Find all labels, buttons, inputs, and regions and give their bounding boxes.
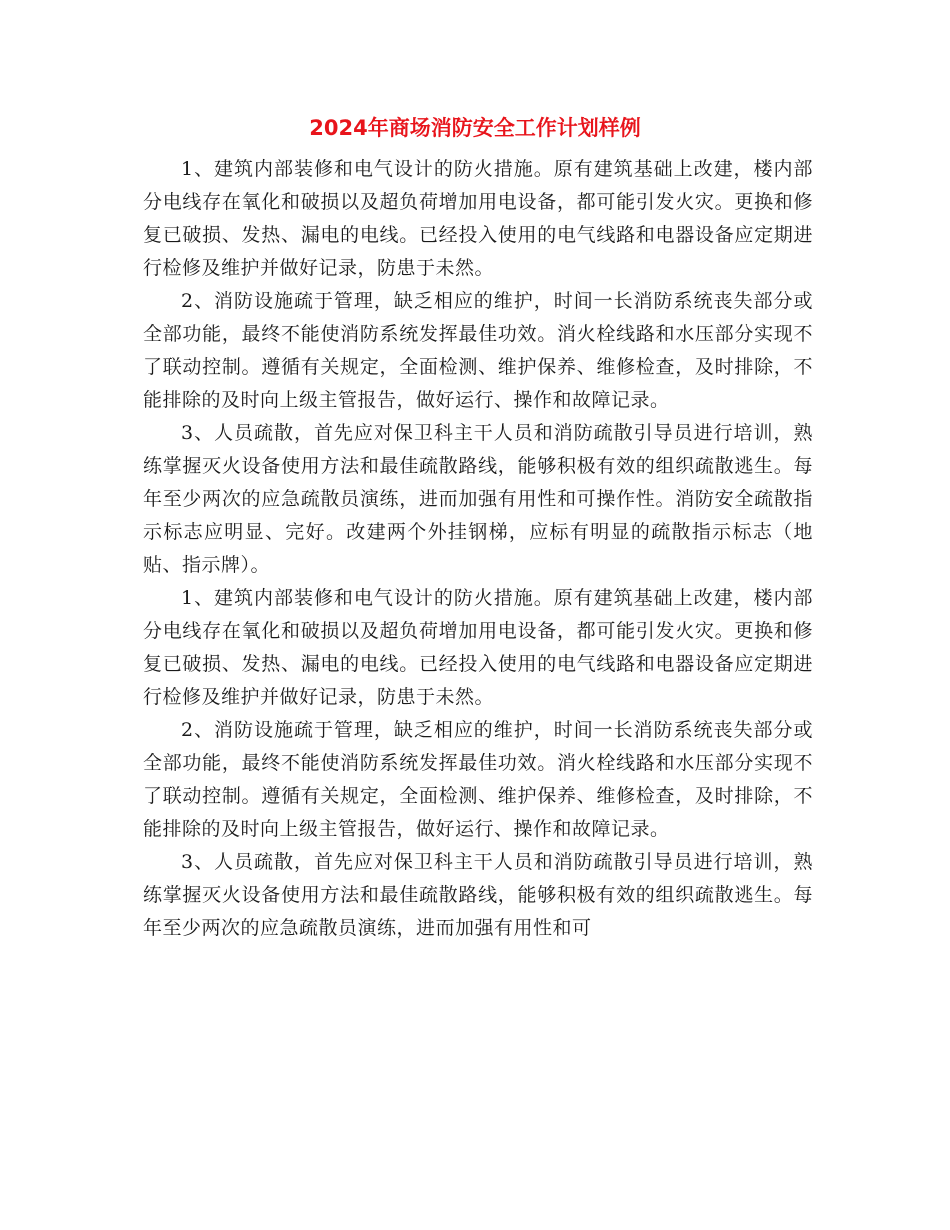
paragraph-4: 1、建筑内部装修和电气设计的防火措施。原有建筑基础上改建，楼内部分电线存在氧化和破损以及超负荷增加用电设备，都可能引发火灾。更换和修复已破损、发热、漏电的电线。已经投入使用的电气线路和电器设备应定期进行检修及维护并做好记录，防患于未然。 <box>143 587 813 708</box>
document-body <box>143 153 813 945</box>
paragraph-5: 2、消防设施疏于管理，缺乏相应的维护，时间一长消防系统丧失部分或全部功能，最终不能使消防系统发挥最佳功效。消火栓线路和水压部分实现不了联动控制。遵循有关规定，全面检测、维护保养、维修检查，及时排除，不能排除的及时向上级主管报告，做好运行、操作和故障记录。 <box>143 719 813 840</box>
document-title: 2024年商场消防安全工作计划样例 <box>309 116 641 140</box>
paragraph-2: 2、消防设施疏于管理，缺乏相应的维护，时间一长消防系统丧失部分或全部功能，最终不能使消防系统发挥最佳功效。消火栓线路和水压部分实现不了联动控制。遵循有关规定，全面检测、维护保养、维修检查，及时排除，不能排除的及时向上级主管报告，做好运行、操作和故障记录。 <box>143 290 813 411</box>
paragraph-6: 3、人员疏散，首先应对保卫科主干人员和消防疏散引导员进行培训，熟练掌握灭火设备使用方法和最佳疏散路线，能够积极有效的组织疏散逃生。每年至少两次的应急疏散员演练，进而加强有用性和可 <box>143 851 813 939</box>
paragraph-1: 1、建筑内部装修和电气设计的防火措施。原有建筑基础上改建，楼内部分电线存在氧化和破损以及超负荷增加用电设备，都可能引发火灾。更换和修复已破损、发热、漏电的电线。已经投入使用的电气线路和电器设备应定期进行检修及维护并做好记录，防患于未然。 <box>143 158 813 279</box>
paragraph-3: 3、人员疏散，首先应对保卫科主干人员和消防疏散引导员进行培训，熟练掌握灭火设备使用方法和最佳疏散路线，能够积极有效的组织疏散逃生。每年至少两次的应急疏散员演练，进而加强有用性和可操作性。消防安全疏散指示标志应明显、完好。改建两个外挂钢梯，应标有明显的疏散指示标志（地贴、指示牌）。 <box>143 422 813 576</box>
